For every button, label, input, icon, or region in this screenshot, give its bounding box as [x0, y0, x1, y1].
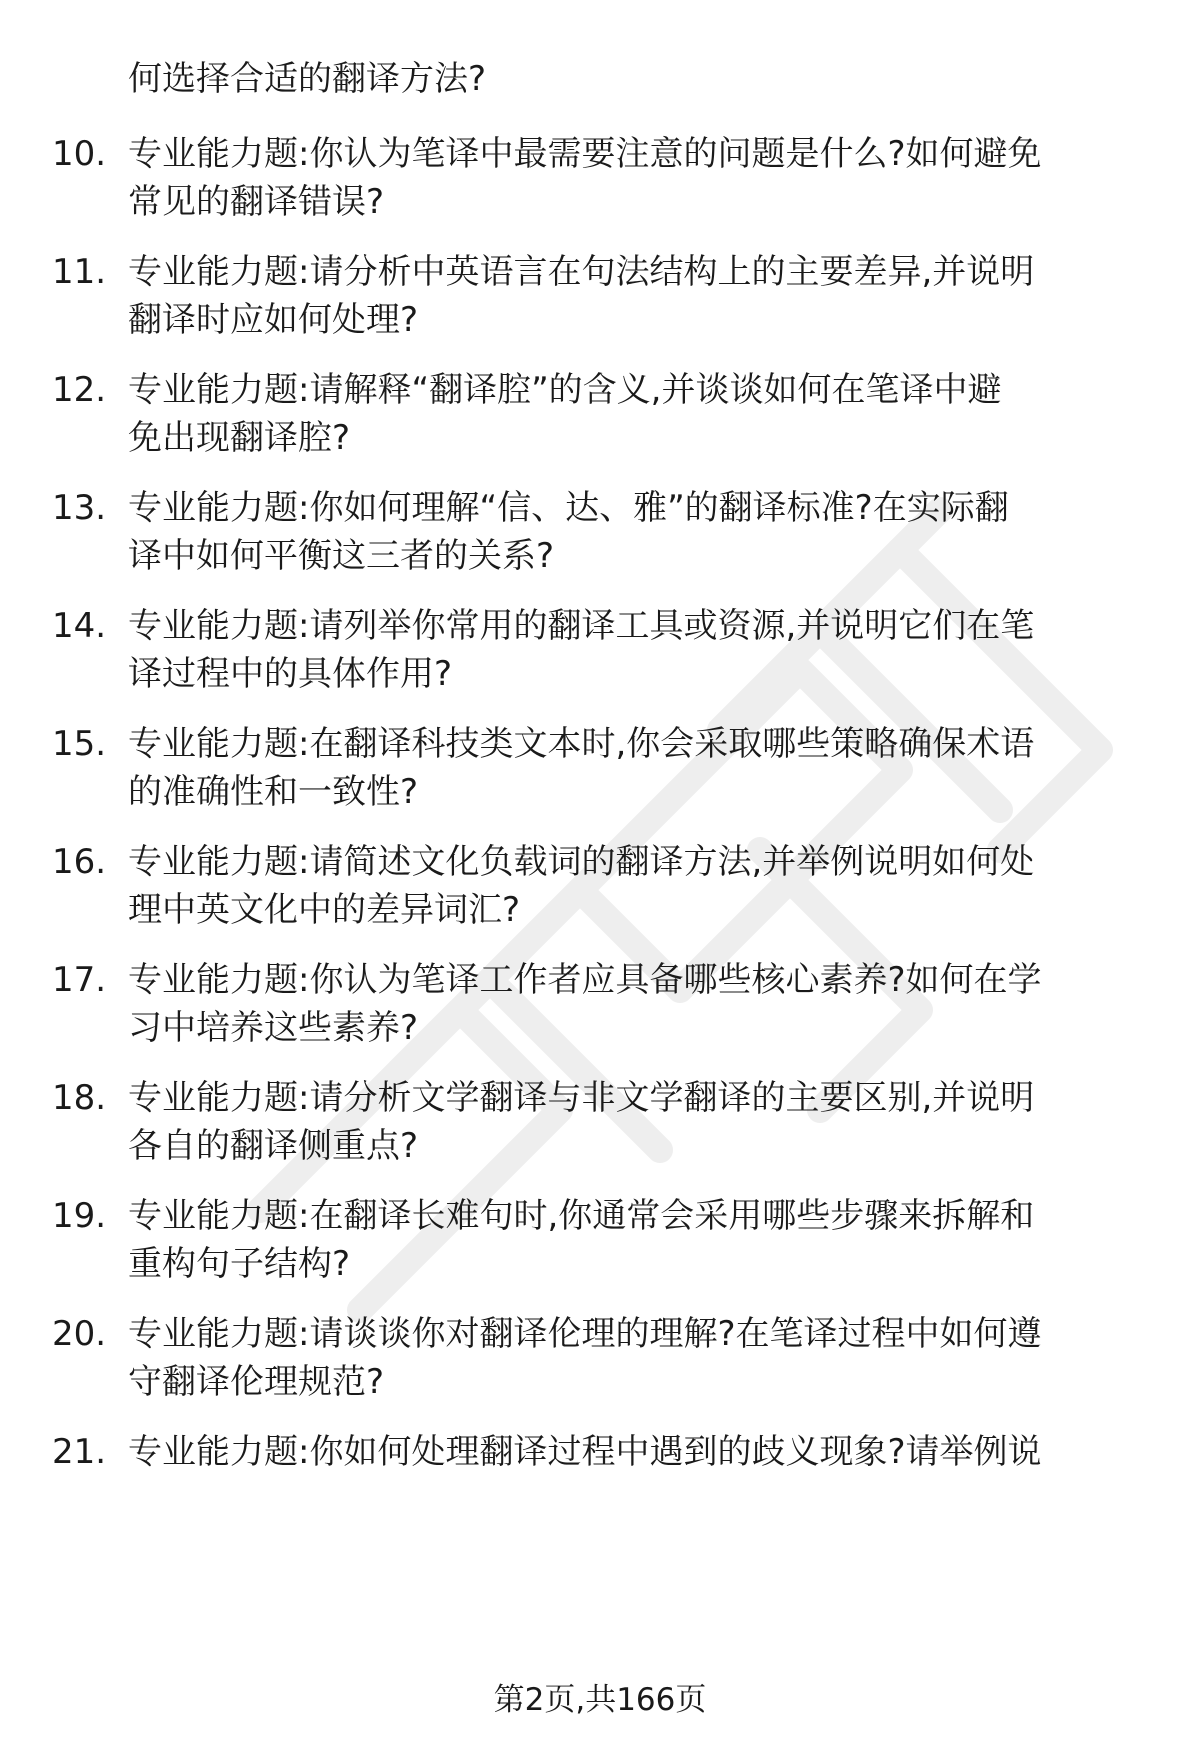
item-text-line: 各自的翻译侧重点? [128, 1126, 419, 1166]
item-text-line: 专业能力题:你认为笔译中最需要注意的问题是什么?如何避免 [128, 134, 1042, 174]
item-number: 14. [52, 606, 107, 646]
list-item [0, 366, 1200, 476]
item-text-line: 专业能力题:请列举你常用的翻译工具或资源,并说明它们在笔 [128, 606, 1035, 646]
list-item [0, 956, 1200, 1066]
list-item [0, 1310, 1200, 1420]
item-number: 18. [52, 1078, 107, 1118]
item-number: 10. [52, 134, 107, 174]
item-text-line: 专业能力题:请谈谈你对翻译伦理的理解?在笔译过程中如何遵 [128, 1314, 1042, 1354]
list-item [0, 1192, 1200, 1302]
item-text [128, 720, 1148, 816]
item-text-line: 守翻译伦理规范? [128, 1362, 385, 1402]
item-text [128, 956, 1148, 1052]
list-item [0, 1428, 1200, 1538]
list-item [0, 602, 1200, 712]
item-text [128, 1192, 1148, 1288]
list-item [0, 484, 1200, 594]
list-item [0, 248, 1200, 358]
item-number: 17. [52, 960, 107, 1000]
item-number: 11. [52, 252, 107, 292]
item-text [128, 130, 1148, 226]
item-text-line: 常见的翻译错误? [128, 182, 385, 222]
item-number: 20. [52, 1314, 107, 1354]
item-text-line: 专业能力题:你如何处理翻译过程中遇到的歧义现象?请举例说 [128, 1432, 1042, 1472]
item-text [128, 484, 1148, 580]
item-text [128, 838, 1148, 934]
item-text-line: 理中英文化中的差异词汇? [128, 890, 521, 930]
item-number: 19. [52, 1196, 107, 1236]
item-text [128, 602, 1148, 698]
item-text-line: 专业能力题:你认为笔译工作者应具备哪些核心素养?如何在学 [128, 960, 1042, 1000]
item-text-line: 专业能力题:请解释“翻译腔”的含义,并谈谈如何在笔译中避 [128, 370, 1002, 410]
item-number: 16. [52, 842, 107, 882]
item-text-line: 专业能力题:在翻译长难句时,你通常会采用哪些步骤来拆解和 [128, 1196, 1035, 1236]
item-text-line [128, 1476, 1148, 1524]
item-text [128, 248, 1148, 344]
item-number: 21. [52, 1432, 107, 1472]
item-text-line: 的准确性和一致性? [128, 772, 419, 812]
item-number: 12. [52, 370, 107, 410]
item-text [128, 1428, 1148, 1524]
list-item [0, 838, 1200, 948]
item-text [128, 366, 1148, 462]
item-text-line: 习中培养这些素养? [128, 1008, 419, 1048]
item-text-line: 翻译时应如何处理? [128, 300, 419, 340]
item-text [128, 1074, 1148, 1170]
item-text-line: 专业能力题:请分析文学翻译与非文学翻译的主要区别,并说明 [128, 1078, 1035, 1118]
item-number: 15. [52, 724, 107, 764]
item-text-line: 专业能力题:请简述文化负载词的翻译方法,并举例说明如何处 [128, 842, 1035, 882]
item-number: 13. [52, 488, 107, 528]
item-text [128, 1310, 1148, 1406]
item-text-line: 免出现翻译腔? [128, 418, 351, 458]
list-item [0, 720, 1200, 830]
list-item [0, 130, 1200, 240]
item-text-line: 重构句子结构? [128, 1244, 351, 1284]
continuation-line: 何选择合适的翻译方法? [128, 59, 487, 99]
list-item [0, 1074, 1200, 1184]
page-number-footer: 第2页,共166页 [493, 1682, 707, 1718]
item-text-line: 专业能力题:你如何理解“信、达、雅”的翻译标准?在实际翻 [128, 488, 1009, 528]
item-text-line: 专业能力题:在翻译科技类文本时,你会采取哪些策略确保术语 [128, 724, 1035, 764]
item-text-line: 译中如何平衡这三者的关系? [128, 536, 555, 576]
item-text-line: 译过程中的具体作用? [128, 654, 453, 694]
item-text-line: 专业能力题:请分析中英语言在句法结构上的主要差异,并说明 [128, 252, 1035, 292]
